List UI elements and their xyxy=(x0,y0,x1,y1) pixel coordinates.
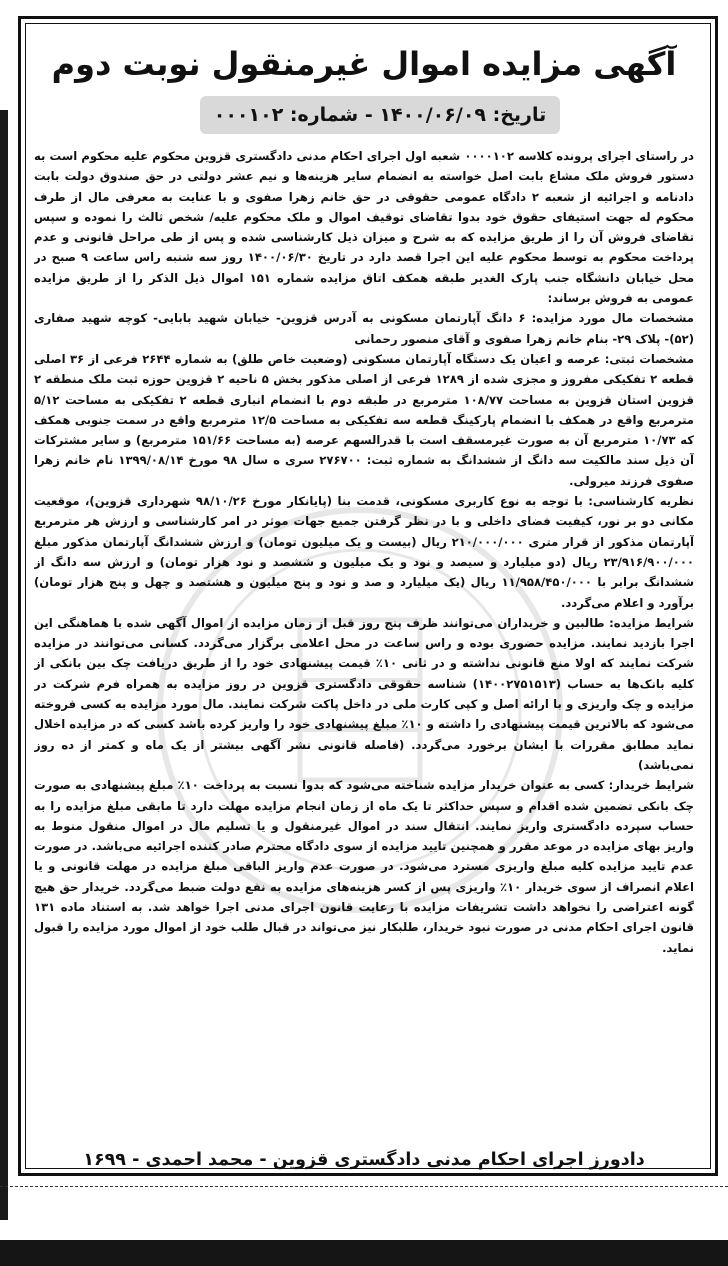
buyer-conditions-section xyxy=(34,775,694,958)
intro-paragraph: در راستای اجرای پرونده کلاسه ۰۰۰۰۱۰۲ شعبه اول اجرای احکام مدنی دادگستری قزوین محکوم علیه محکوم است به دستور فروش ملک مشاع بابت اصل خواسته به انضمام سایر هزینه‌ها و نیم عشر دولتی در حق صندوق دولت بابت دادنامه و اجرائیه از شعبه ۲ دادگاه عمومی حقوقی در حق خانم زهرا صفوی و با عنایت به معرفی مال از طرف محکوم له جهت استیفای حقوق خود بدوا تقاضای توقیف اموال و ملک محکوم علیه/ شخص ثالث را نموده و سپس تقاضای فروش آن را از طریق مزایده که به شرح و میزان ذیل کارشناسی شده و پس از طی مراحل قانونی و عدم پرداخت محکوم به توسط محکوم علیه این اجرا قصد دارد در تاریخ ۱۴۰۰/۰۶/۳۰ روز سه شنبه راس ساعت ۹ صبح در محل خیابان دانشگاه جنب پارک الغدیر طبقه همکف اتاق مزایده شماره ۱۵۱ اموال ذیل الذکر را از طریق مزایده عمومی به فروش برساند: xyxy=(34,149,694,306)
signature-line: دادورز اجرای احکام مدنی دادگستری قزوین - محمد احمدی - ۱۶۹۹ xyxy=(83,1150,645,1170)
auction-conditions-section xyxy=(34,613,694,775)
registry-section xyxy=(34,349,694,491)
notice-body xyxy=(34,146,694,1141)
bottom-edge-bar xyxy=(0,1240,728,1266)
date-number-badge: تاریخ: ۱۴۰۰/۰۶/۰۹ - شماره: ۰۰۰۱۰۲ xyxy=(200,96,560,134)
auction-conditions-label: شرایط مزایده: xyxy=(609,615,694,630)
property-text: ۶ دانگ آپارتمان مسکونی به آدرس قزوین- خیابان شهید بابایی- کوچه شهید صفاری (۵۲)- پلاک ۲۹- بنام خانم زهرا صفوی و آقای منصور رحمانی xyxy=(34,311,694,346)
buyer-conditions-label: شرایط خریدار: xyxy=(608,778,694,793)
registry-text: عرصه و اعیان یک دستگاه آپارتمان مسکونی (وضعیت خاص طلق) به شماره ۲۶۴۴ فرعی از ۳۶ اصلی قطعه ۲ تفکیکی مفروز و مجزی شده از ۱۲۸۹ فرعی از اصلی مذکور بخش ۵ ناحیه ۲ قزوین حوزه ثبت ملک منطقه ۲ قزوین استان قزوین به مساحت ۱۰۸/۷۷ مترمربع در طبقه دوم با انضمام انباری قطعه ۲ تفکیکی به مساحت ۵/۱۲ مترمربع واقع در همکف با انضمام پارکینگ قطعه سه تفکیکی به مساحت ۱۲/۵ مترمربع واقع در سمت جنوبی همکف که ۱۰/۷۳ مترمربع آن به صورت غیرمسقف است با قدرالسهم عرصه (به مساحت ۱۵۱/۶۶ مترمربع) و سایر مشترکات آن ذیل سند مالکیت سه دانگ از ششدانگ به شماره ثبت: ۲۷۶۷۰۰ سری ه سال ۹۸ مورخ ۱۳۹۹/۰۸/۱۴ نام خانم زهرا صفوی فرزند میرولی. xyxy=(34,351,694,488)
expert-label: نظریه کارشناسی: xyxy=(588,494,694,509)
notice-title: آگهی مزایده اموال غیرمنقول نوبت دوم xyxy=(51,45,677,83)
buyer-conditions-text: کسی به عنوان خریدار مزایده شناخته می‌شود که بدوا نسبت به پرداخت ۱۰٪ مبلغ پیشنهادی به صورت چک بانکی تضمین شده اقدام و سپس حداکثر تا یک ماه از زمان انجام مزایده مهلت دارد تا مابقی مبلغ مزایده را به حساب سپرده دادگستری واریز نمایند. انتقال سند در اموال غیرمنقول و یا تسلیم مال در اموال منقول منوط به واریز بهای مزایده در موعد مقرر و همچنین تایید مزایده از سوی دادگاه محترم صادر کننده اجرائیه می‌باشد. در صورت عدم تایید مزایده کلیه مبلغ واریزی مسترد می‌شود. در صورت عدم واریز الباقی مبلغ مزایده در مهلت قانونی و یا اعلام انصراف از سوی خریدار ۱۰٪ واریزی پس از کسر هزینه‌های مزایده به نفع دولت ضبط می‌گردد. خریدار حق هیچ گونه اعتراضی را نخواهد داشت تشریفات مزایده با رعایت قانون اجرای مدنی اجرا خواهد شد. به استناد ماده ۱۳۱ قانون اجرای احکام مدنی در صورت نبود خریدار، طلبکار نیز می‌تواند در قبال طلب خود از اموال مورد مزایده را قبول نماید. xyxy=(34,778,694,955)
property-label: مشخصات مال مورد مزایده: xyxy=(531,311,694,326)
auction-conditions-text: طالبین و خریداران می‌توانند ظرف پنج روز قبل از زمان مزایده از اموال آگهی شده با هماهنگی این اجرا بازدید نمایند. مزایده حضوری بوده و راس ساعت در محل اعلامی برگزار می‌گردد. کسانی می‌توانند در مزایده شرکت نمایند که اولا منع قانونی نداشته و در ثانی ۱۰٪ قیمت پیشنهادی خود را از طریق دریافت چک بین بانکی از کلیه بانک‌ها به حساب (۱۴۰۰۲۷۵۱۵۱۳) شناسه حقوقی دادگستری قزوین در روز مزایده به همراه فرم شرکت در مزایده و چک واریزی و با ارائه اصل و کپی کارت ملی در داخل پاکت شرکت نمایند. مال مورد مزایده به کسی فروخته می‌شود که بالاترین قیمت پیشنهادی را داشته و ۱۰٪ مبلغ پیشنهادی خود را واریز کرده باشد کسی که در مزایده اخلال نماید مطابق مقررات با ایشان برخورد می‌گردد. (فاصله قانونی نشر آگهی بیشتر از یک ماه و کمتر از ده روز نمی‌باشد) xyxy=(34,615,694,772)
expert-text: با توجه به نوع کاربری مسکونی، قدمت بنا (پایانکار مورخ ۹۸/۱۰/۲۶ شهرداری قزوین)، موقعیت مکانی دو بر نور، کیفیت فضای داخلی و با در نظر گرفتن جمیع جهات موثر در امر کارشناسی و ارزش هر مترمربع آپارتمان مذکور از قرار متری ۲۱۰/۰۰۰/۰۰۰ ریال (بیست و یک میلیون تومان) و ارزش ششدانگ آپارتمان مذکور مبلغ ۲۳/۹۱۶/۹۰۰/۰۰۰ ریال (دو میلیارد و سیصد و نود و یک میلیون و ششصد و نود هزار تومان) و ارزش سه دانگ از ششدانگ برابر با ۱۱/۹۵۸/۴۵۰/۰۰۰ ریال (یک میلیارد و صد و نود و پنج میلیون و هشتصد و چهل و پنج هزار تومان) برآورد و اعلام می‌گردد. xyxy=(34,494,694,610)
registry-label: مشخصات ثبتی: xyxy=(604,351,694,366)
expert-section xyxy=(34,491,694,613)
dashed-cut-line xyxy=(0,1186,728,1187)
property-section xyxy=(34,308,694,349)
left-edge-bar xyxy=(0,110,8,1220)
